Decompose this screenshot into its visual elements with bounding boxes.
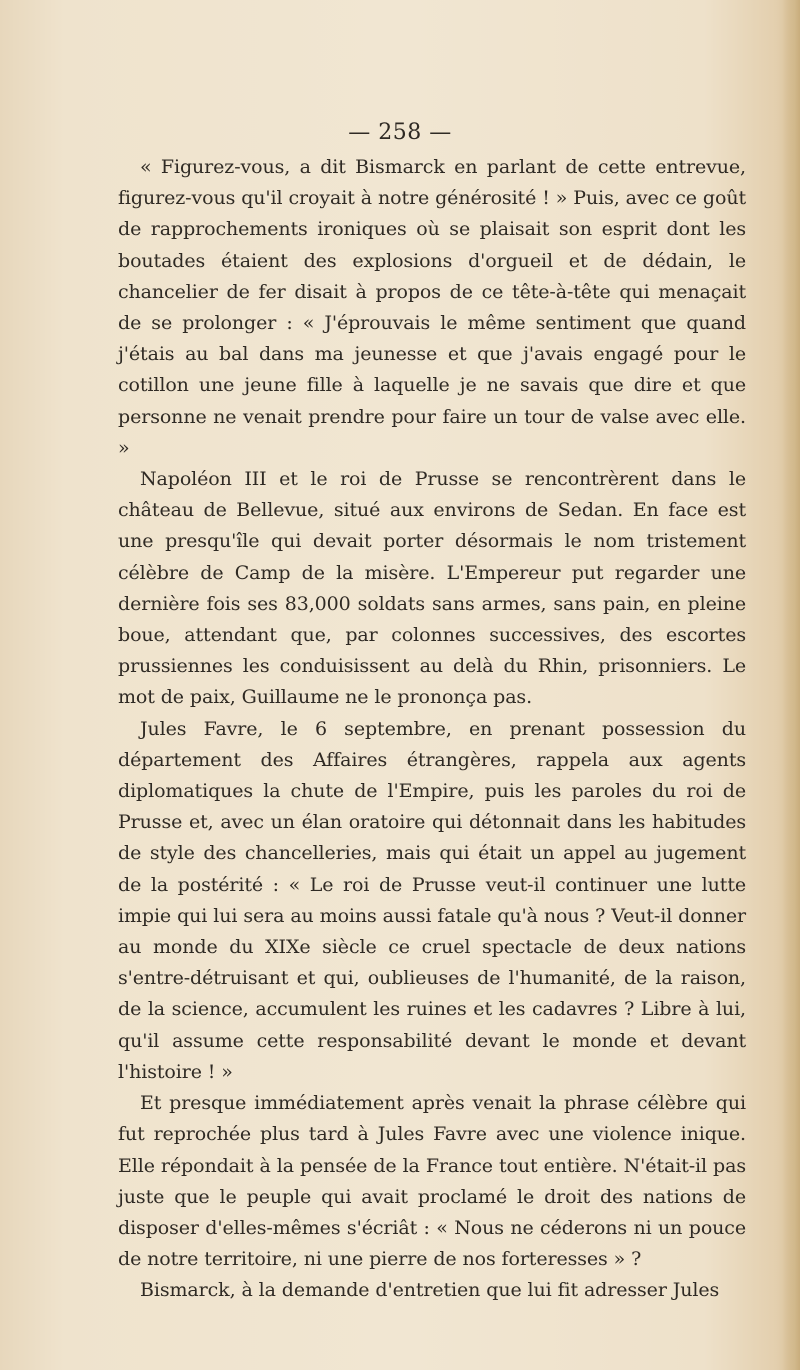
body-text <box>118 152 746 1307</box>
paragraph-2: Napoléon III et le roi de Prusse se rencontrèrent dans le château de Bellevue, situé aux environs de Sedan. En face est une presqu'île qui devait porter désormais le nom tristement célèbre de Camp de la misère. L'Empereur put regarder une dernière fois ses 83,000 soldats sans armes, sans pain, en pleine boue, attendant que, par colonnes successives, des escortes prussiennes les conduisissent au delà du Rhin, prisonniers. Le mot de paix, Guillaume ne le prononça pas. <box>118 468 746 709</box>
paragraph-1: « Figurez-vous, a dit Bismarck en parlant de cette entrevue, figurez-vous qu'il croyait à notre générosité ! » Puis, avec ce goût de rapprochements ironiques où se plaisait son esprit dont les boutades étaient des explosions d'orgueil et de dédain, le chancelier de fer disait à propos de ce tête-à-tête qui menaçait de se prolonger : « J'éprouvais le même sentiment que quand j'étais au bal dans ma jeunesse et que j'avais engagé pour le cotillon une jeune fille à laquelle je ne savais que dire et que personne ne venait prendre pour faire un tour de valse avec elle. » <box>118 156 746 459</box>
paragraph-5: Bismarck, à la demande d'entretien que lui fit adresser Jules <box>140 1279 720 1302</box>
page-edge <box>782 0 800 1370</box>
page-number: — 258 — <box>348 120 452 145</box>
paragraph-3: Jules Favre, le 6 septembre, en prenant possession du département des Affaires étrangères, rappela aux agents diplomatiques la chute de l'Empire, puis les paroles du roi de Prusse et, avec un élan oratoire qui détonnait dans les habitudes de style des chancelleries, mais qui était un appel au jugement de la postérité : « Le roi de Prusse veut-il continuer une lutte impie qui lui sera au moins aussi fatale qu'à nous ? Veut-il donner au monde du XIXe siècle ce cruel spectacle de deux nations s'entre-détruisant et qui, oublieuses de l'humanité, de la raison, de la science, accumulent les ruines et les cadavres ? Libre à lui, qu'il assume cette responsabilité devant le monde et devant l'histoire ! » <box>118 717 746 1083</box>
paragraph-4: Et presque immédiatement après venait la phrase célèbre qui fut reprochée plus tard à Jules Favre avec une violence inique. Elle répondait à la pensée de la France tout entière. N'était-il pas juste que le peuple qui avait proclamé le droit des nations de disposer d'elles-mêmes s'écriât : « Nous ne céderons ni un pouce de notre territoire, ni une pierre de nos forteresses » ? <box>118 1092 746 1271</box>
